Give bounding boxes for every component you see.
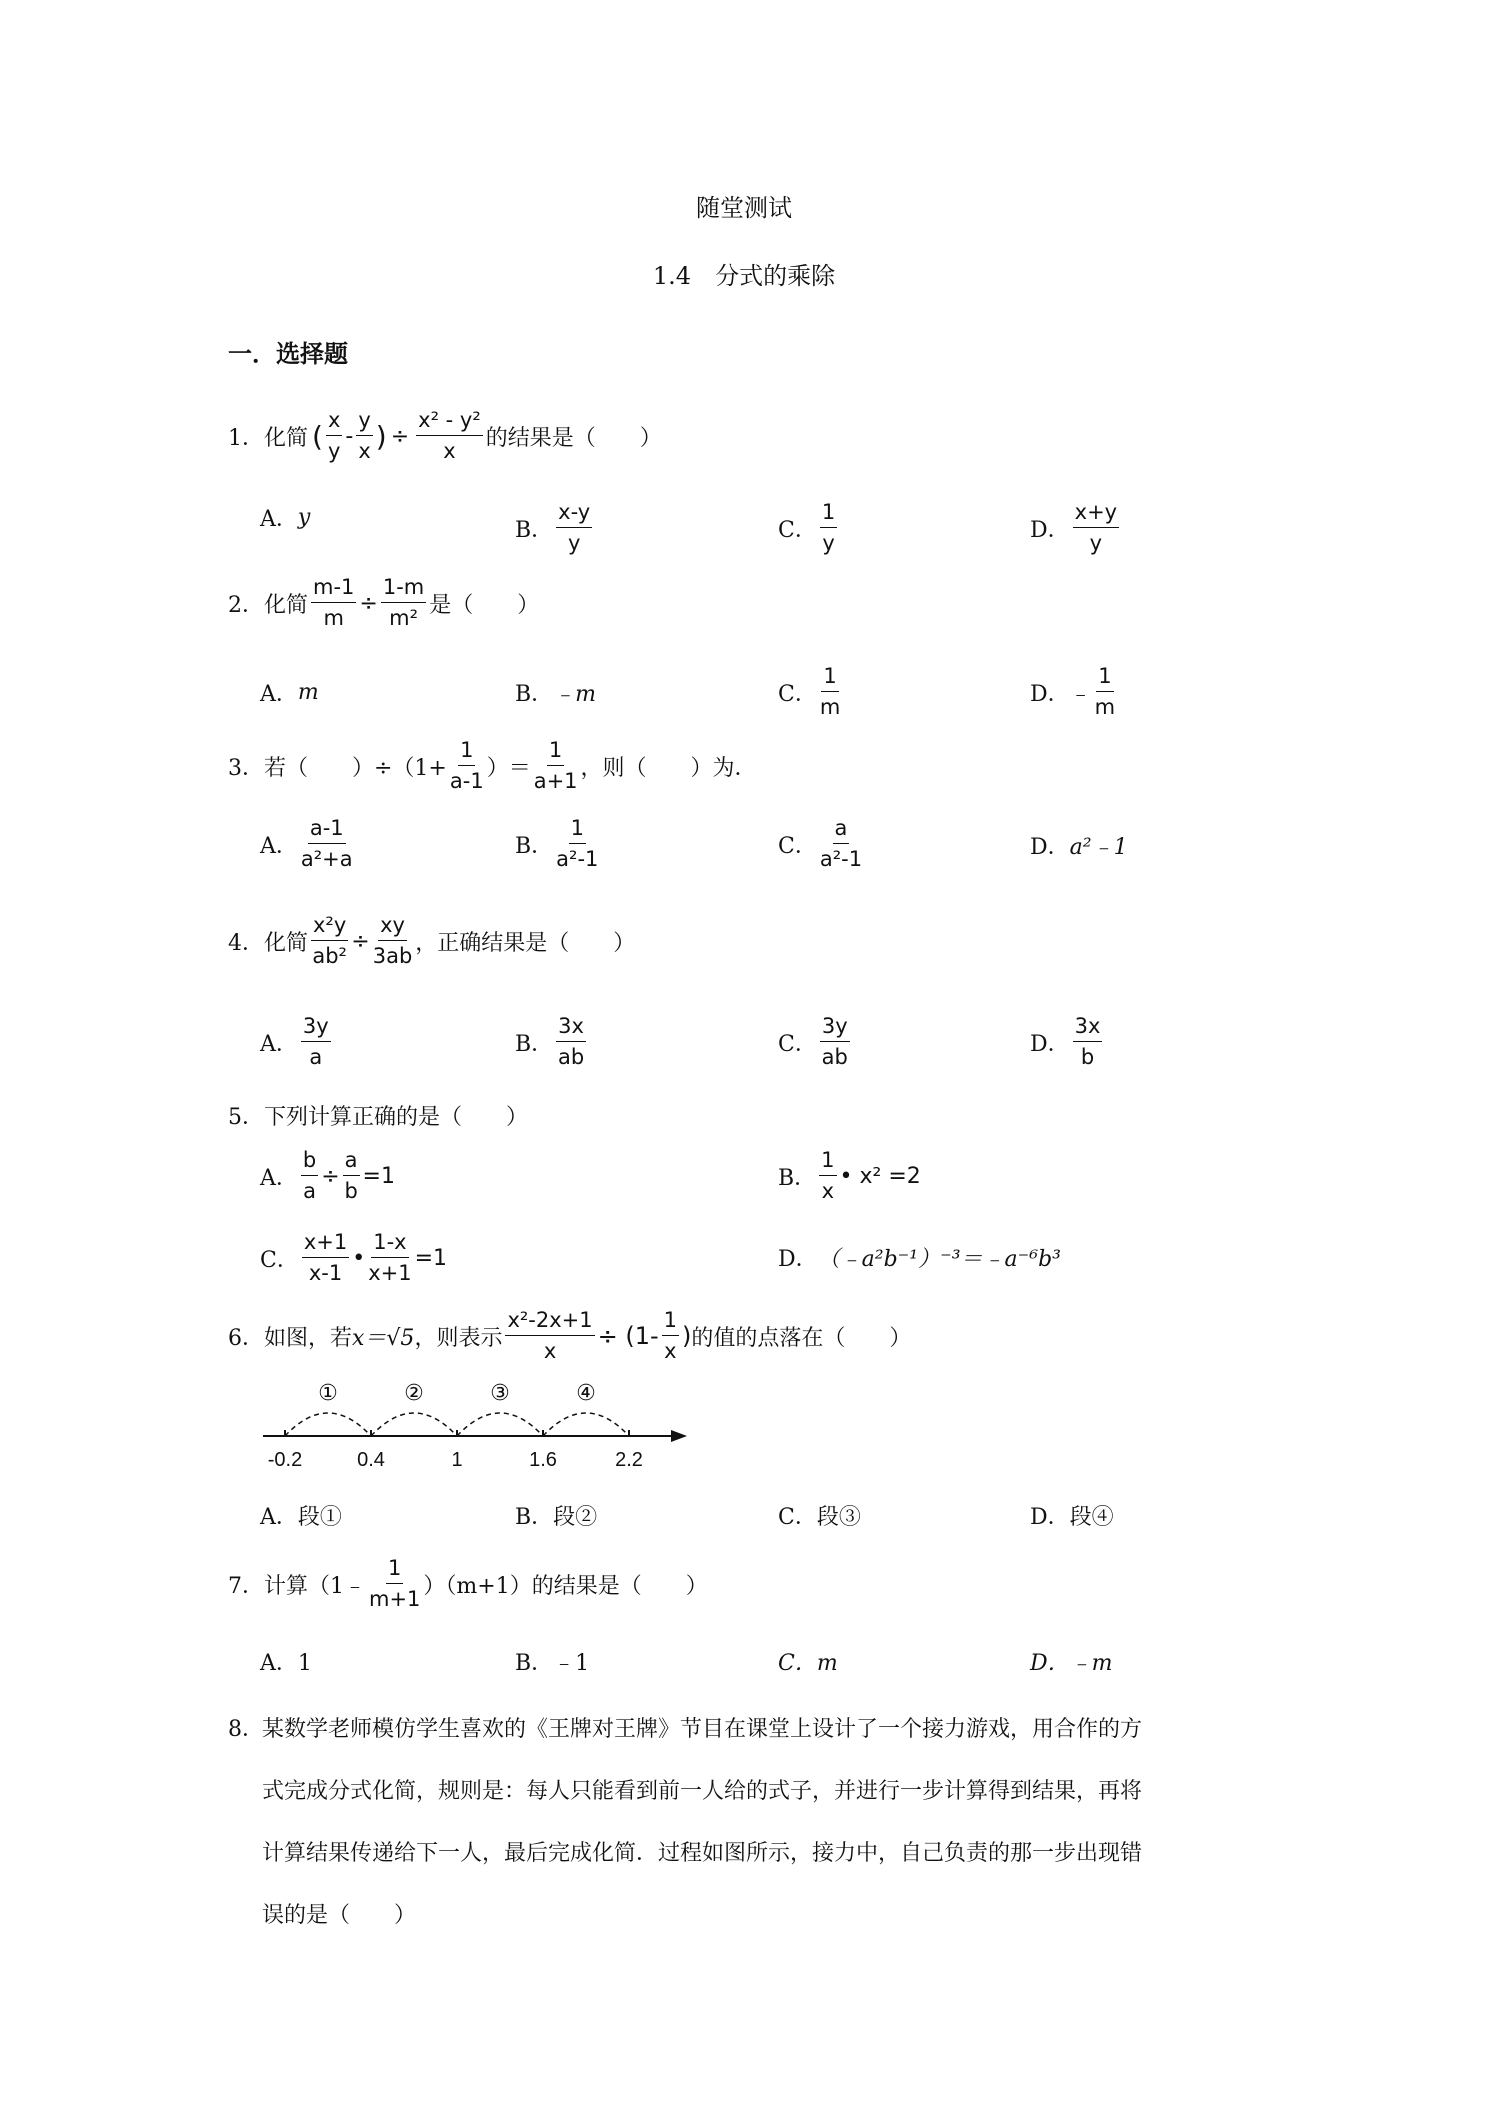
question-6-stem: 6．如图，若: [228, 1325, 352, 1351]
question-4-tail: ，正确结果是（ ）: [415, 930, 636, 956]
option-c: C． $\frac{3y}{ab}$: [778, 1014, 848, 1069]
option-b: B． ﹣m: [515, 682, 597, 707]
question-4-stem: 4．化简: [228, 930, 308, 956]
question-3-mid: ）＝: [486, 755, 531, 781]
operator: ÷: [390, 423, 410, 449]
fraction: $\frac{\text{x² - y²}}{x}$: [418, 408, 481, 463]
fraction: $\frac{1}{m+1}$: [369, 1556, 421, 1611]
question-7: [228, 1558, 708, 1610]
option-a: A． $\frac{a-1}{\text{a²+a}}$: [260, 816, 353, 871]
option-c: C． $\frac{1}{m}$: [778, 664, 841, 719]
fraction: $\frac{xy}{3ab}$: [372, 913, 413, 968]
question-2-stem: 2．化简: [228, 592, 308, 618]
option-c: C． $\frac{a}{\text{a²-1}}$: [778, 816, 863, 871]
question-2: [228, 577, 539, 629]
question-8-number: 8．: [228, 1717, 264, 1742]
option-d: D． ﹣ $\frac{1}{m}$: [1030, 664, 1116, 719]
operator: ÷: [351, 928, 370, 954]
section-title: 一．选择题: [228, 339, 348, 368]
axis-arrow-icon: [671, 1430, 687, 1442]
question-8-line-3: 计算结果传递给下一人，最后完成化简．过程如图所示，接力中，自己负责的那一步出现错: [262, 1841, 1143, 1866]
question-8-line-4: 误的是（ ）: [262, 1903, 417, 1928]
tick-label: 1.6: [529, 1449, 557, 1471]
operator: ÷: [359, 590, 378, 616]
question-8-line-2: 式完成分式化简，规则是：每人只能看到前一人给的式子，并进行一步计算得到结果，再将: [262, 1779, 1143, 1804]
fraction: $\frac{y}{x}$: [358, 408, 371, 463]
option-d: D． $\frac{3x}{b}$: [1030, 1014, 1101, 1069]
fraction: $\frac{\text{x²-2x+1}}{x}$: [507, 1308, 593, 1363]
segment-label: ①: [318, 1381, 338, 1406]
option-d: D． （﹣a²b⁻¹）⁻³＝﹣a⁻⁶b³: [778, 1247, 1061, 1272]
option-b: B． $\frac{3x}{ab}$: [515, 1014, 585, 1069]
question-7-tail: ）（m+1）的结果是（ ）: [423, 1573, 708, 1599]
option-b: B． $\frac{1}{\text{a²-1}}$: [515, 816, 599, 871]
option-a: A．段①: [260, 1505, 342, 1530]
question-2-tail: 是（ ）: [429, 592, 540, 618]
fraction: $\frac{1}{x}$: [663, 1308, 678, 1363]
paren-close: ): [682, 1322, 692, 1350]
fraction: $\frac{x}{y}$: [327, 408, 341, 463]
operator: ÷ (1-: [597, 1322, 659, 1350]
option-c: C．段③: [778, 1505, 861, 1530]
fraction: $\frac{m-1}{m}$: [313, 575, 355, 630]
option-d: D．段④: [1030, 1505, 1114, 1530]
question-6-condition: x＝√5: [352, 1325, 415, 1351]
question-3-stem: 3．若（ ）÷（1+: [228, 755, 447, 781]
option-c: C． $\frac{1}{y}$: [778, 500, 836, 555]
number-line-figure: [255, 1378, 695, 1474]
segment-label: ③: [490, 1381, 510, 1406]
question-4: [228, 915, 635, 967]
question-1-stem: 1．化简: [228, 425, 308, 451]
question-1: [228, 410, 662, 462]
question-7-stem: 7．计算（1﹣: [228, 1573, 366, 1599]
segment-label: ④: [576, 1381, 596, 1406]
tick-label: 0.4: [357, 1449, 385, 1471]
segment-arc: [285, 1413, 371, 1436]
option-a: A． y: [260, 505, 311, 532]
question-3: [228, 740, 757, 792]
paren-open: (: [312, 419, 323, 453]
operator: -: [345, 423, 354, 449]
option-a: A． $\frac{3y}{a}$: [260, 1014, 329, 1069]
option-a: A． $\frac{b}{a}$ ÷ $\frac{a}{b}$ =1: [260, 1148, 395, 1203]
question-3-tail: ，则（ ）为．: [580, 755, 757, 781]
segment-arc: [543, 1413, 629, 1436]
tick-label: 2.2: [615, 1449, 643, 1471]
tick-label: -0.2: [267, 1449, 303, 1471]
option-b: B．﹣1: [515, 1651, 590, 1676]
question-6: [228, 1310, 911, 1362]
question-5-stem: 5．下列计算正确的是（ ）: [228, 1105, 528, 1130]
fraction: $\frac{1}{a-1}$: [449, 738, 484, 793]
fraction: $\frac{1}{a+1}$: [533, 738, 578, 793]
question-8-line-1: 某数学老师模仿学生喜欢的《王牌对王牌》节目在课堂上设计了一个接力游戏，用合作的方: [262, 1717, 1143, 1742]
option-a: A．1: [260, 1651, 312, 1676]
option-b: B． $\frac{x-y}{y}$: [515, 500, 591, 555]
fraction: $\frac{1-m}{\text{m²}}$: [382, 575, 425, 630]
question-6-mid: ，则表示: [414, 1325, 503, 1351]
question-1-tail: 的结果是（ ）: [485, 425, 662, 451]
paren-close: ): [375, 419, 387, 453]
page-subtitle: 1.4 分式的乘除: [652, 262, 836, 290]
segment-arc: [371, 1413, 457, 1436]
segment-label: ②: [404, 1381, 424, 1406]
option-d: D． a²﹣1: [1030, 835, 1128, 860]
page-title: 随堂测试: [696, 194, 792, 222]
option-d: D．﹣m: [1030, 1651, 1113, 1676]
option-c: C．m: [778, 1651, 838, 1676]
option-d: D． $\frac{x+y}{y}$: [1030, 500, 1118, 555]
question-6-tail: 的值的点落在（ ）: [691, 1325, 912, 1351]
segment-arc: [457, 1413, 543, 1436]
option-a: A． m: [260, 680, 319, 707]
fraction: $\frac{\text{x²y}}{\text{ab²}}$: [312, 913, 347, 968]
tick-label: 1: [451, 1449, 463, 1471]
option-c: C． $\frac{x+1}{x-1}$ • $\frac{1-x}{x+1}$ =1: [260, 1230, 448, 1285]
option-b: B． $\frac{1}{x}$ • x² =2: [778, 1148, 921, 1203]
option-b: B．段②: [515, 1505, 598, 1530]
